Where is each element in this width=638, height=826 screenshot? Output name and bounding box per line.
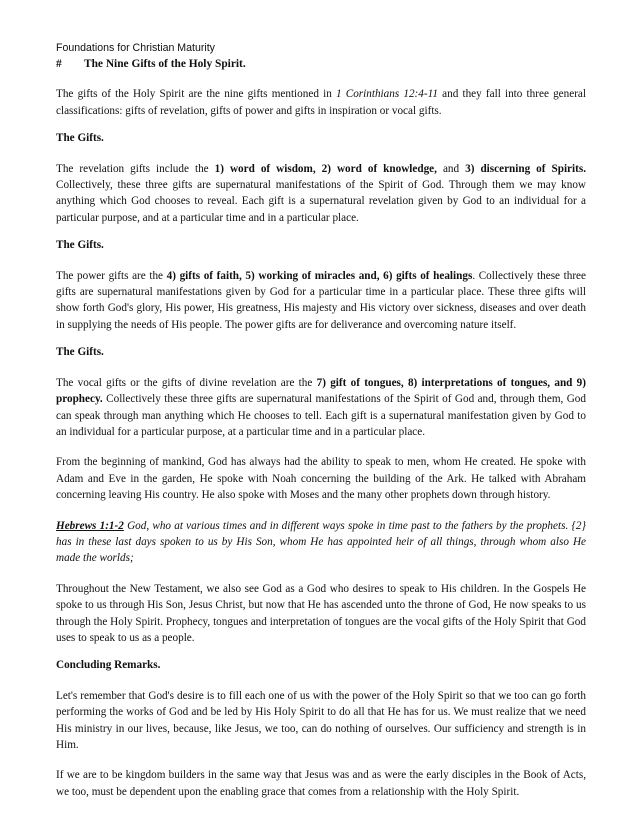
vocal-paragraph xyxy=(56,375,586,441)
scripture-quote xyxy=(56,518,586,567)
concluding-heading: Concluding Remarks. xyxy=(56,659,161,672)
new-testament-paragraph: Throughout the New Testament, we also see God as a God who desires to speak to His children. In the Gospels He spoke to us through His Son, Jesus Christ, but now that He has ascended unto the throne of God, He now speaks to us through the Holy Spirit. Prophecy, tongues and interpretation of tongues are the vocal gifts of the Holy Spirit that God uses to speak to us as a people. xyxy=(56,582,586,644)
intro-text-b: and they fall into three general classifications: gifts of revelation, gifts of power and gifts in inspiration or vocal gifts. xyxy=(56,88,586,117)
concluding-paragraph-2: If we are to be kingdom builders in the same way that Jesus was and as were the early disciples in the Book of Acts, we too, must be dependent upon the enabling grace that comes from a relationship with the Holy Spirit. xyxy=(56,769,586,798)
revelation-and: and xyxy=(436,162,466,175)
intro-scripture-ref: 1 Corinthians 12:4-11 xyxy=(335,88,438,101)
document-title xyxy=(56,56,586,72)
power-gifts-list: 4) gifts of faith, 5) working of miracles and, 6) gifts of healings xyxy=(166,269,473,282)
vocal-gifts-list: 7) gift of tongues, 8) interpretations of tongues, and 9) prophecy. xyxy=(56,376,586,406)
scripture-text: God, who at various times and in different ways spoke in time past to the fathers by the prophets. {2} has in these last days spoken to us by His Son, whom He has appointed heir of all things, through whom also He made the worlds; xyxy=(56,519,586,565)
gift-word-of-wisdom: 1) word of wisdom, xyxy=(214,162,316,175)
title-hash: # xyxy=(56,58,62,70)
vocal-text-b: Collectively these three gifts are supernatural manifestations of the Spirit of God and, through them, God can speak through man anything which He chooses to tell. Each gift is a supernatural manifestation given by God to an individual for a particular purpose, at a particular time and in a particular place. xyxy=(56,393,586,438)
document-header: Foundations for Christian Maturity xyxy=(56,42,215,54)
scripture-reference: Hebrews 1:1-2 xyxy=(56,519,124,532)
revelation-text-a: The revelation gifts include the xyxy=(56,162,215,175)
revelation-heading: The Gifts. xyxy=(56,132,104,145)
gift-discerning-of-spirits: 3) discerning of Spirits. xyxy=(465,162,587,175)
power-text-b: . Collectively these three gifts are supernatural manifestations given by God for a particular time in a particular place. These three gifts will show forth God's glory, His power, His greatness, His majesty and His victory over sickness, diseases and over death in supplying the needs of His people. The power gifts are for deliverance and overcoming nature itself. xyxy=(56,269,586,331)
power-heading: The Gifts. xyxy=(56,239,104,252)
document-page xyxy=(56,42,586,800)
concluding-paragraph-1: Let's remember that God's desire is to fill each one of us with the power of the Holy Spirit so that we too can go forth performing the works of God and be led by His Holy Spirit to do all that He has for us. We must realize that we need His ministry in our lives, because, like Jesus, we too, can do nothing of ourselves. Our sufficiency and strength is in Him. xyxy=(56,689,586,751)
vocal-heading: The Gifts. xyxy=(56,346,104,359)
revelation-text-b: Collectively, these three gifts are supernatural manifestations of the Spirit of God. Through them we may know anything which God chooses to reveal. Each gift is a supernatural revelation given by God to an individual for a particular purpose, and at a particular time and in a particular place. xyxy=(56,179,586,224)
gift-word-of-knowledge: 2) word of knowledge, xyxy=(321,162,437,175)
title-text: The Nine Gifts of the Holy Spirit. xyxy=(84,58,246,70)
power-text-a: The power gifts are the xyxy=(56,269,167,282)
revelation-paragraph xyxy=(56,161,586,227)
intro-paragraph xyxy=(56,86,586,119)
beginning-paragraph: From the beginning of mankind, God has always had the ability to speak to men, whom He created. He spoke with Adam and Eve in the garden, He spoke with Noah concerning the building of the Ark. He talked with Abraham concerning leaving His country. He also spoke with Moses and the many other prophets down through history. xyxy=(56,456,586,502)
intro-text-a: The gifts of the Holy Spirit are the nine gifts mentioned in xyxy=(56,88,336,101)
vocal-text-a: The vocal gifts or the gifts of divine revelation are the xyxy=(56,376,317,389)
power-paragraph xyxy=(56,268,586,334)
